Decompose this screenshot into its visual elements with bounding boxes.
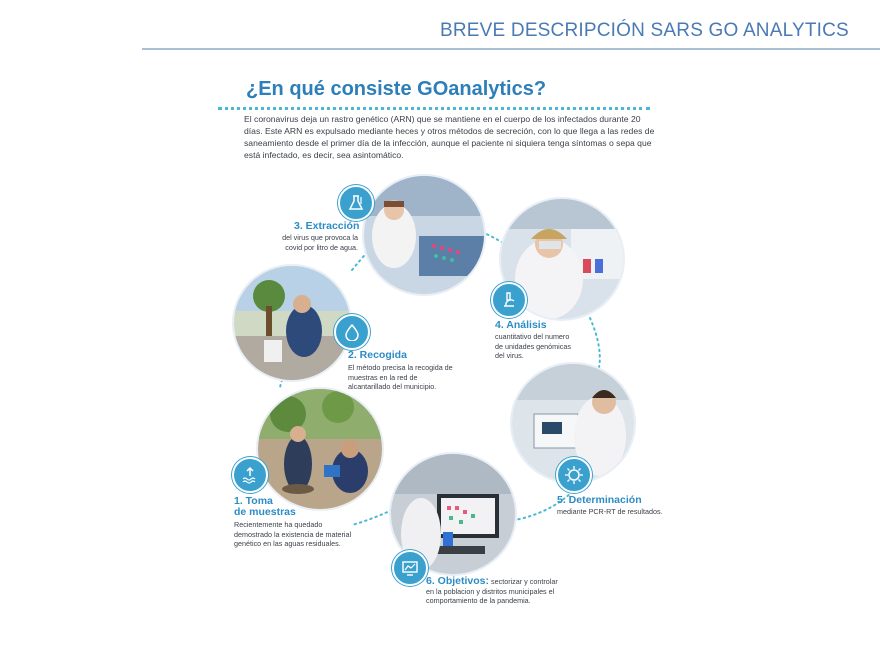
microscope-icon <box>491 282 527 318</box>
step-1-title-line1: 1. Toma <box>234 495 273 507</box>
step-5-description: mediante PCR-RT de resultados. <box>557 507 663 516</box>
header-title: BREVE DESCRIPCIÓN SARS GO ANALYTICS <box>440 20 849 41</box>
water-sample-icon <box>232 457 268 493</box>
step-5-title: 5. Determinación <box>557 494 642 506</box>
step-3-title: 3. Extracción <box>294 220 360 232</box>
step-1-title-line2: de muestras <box>234 506 296 518</box>
step-6-description: sectorizar y controlar en la poblacion y distritos municipales el comportamiento de la pandemia. <box>426 577 558 605</box>
step-2-description: El método precisa la recogida de muestras en la red de alcantarillado del municipio. <box>348 363 453 391</box>
step-4-description: cuantitativo del numero de unidades genómicas del virus. <box>495 332 571 360</box>
step-3-description: del virus que provoca la covid por litro de agua. <box>282 233 358 252</box>
photo-toma <box>256 387 384 511</box>
intro-paragraph: El coronavirus deja un rastro genético (ARN) que se mantiene en el cuerpo de los infectados durante 20 días. Este ARN es expulsado mediante heces y otros métodos de secreción, con lo que llega a las redes de saneamiento desde el primer día de la infección, aunque el paciente ni siquiera tenga síntomas o sepa que está infectado, es decir, sea asintomático. <box>244 114 655 160</box>
step-4-title: 4. Análisis <box>495 319 547 331</box>
water-drop-icon <box>334 314 370 350</box>
step-1-description: Recientemente ha quedado demostrado la existencia de material genético en las aguas residuales. <box>234 520 352 548</box>
page-title: ¿En qué consiste GOanalytics? <box>246 78 547 100</box>
connector-1-6 <box>352 510 392 525</box>
step-6-block <box>426 577 566 606</box>
step-2-title: 2. Recogida <box>348 349 407 361</box>
photo-extraccion <box>362 174 486 296</box>
step-1-title <box>234 496 296 518</box>
lab-flask-icon <box>338 185 374 221</box>
monitor-chart-icon <box>392 550 428 586</box>
photo-recogida <box>232 264 352 382</box>
step-6-title: 6. Objetivos: <box>426 575 490 587</box>
virus-icon <box>556 457 592 493</box>
